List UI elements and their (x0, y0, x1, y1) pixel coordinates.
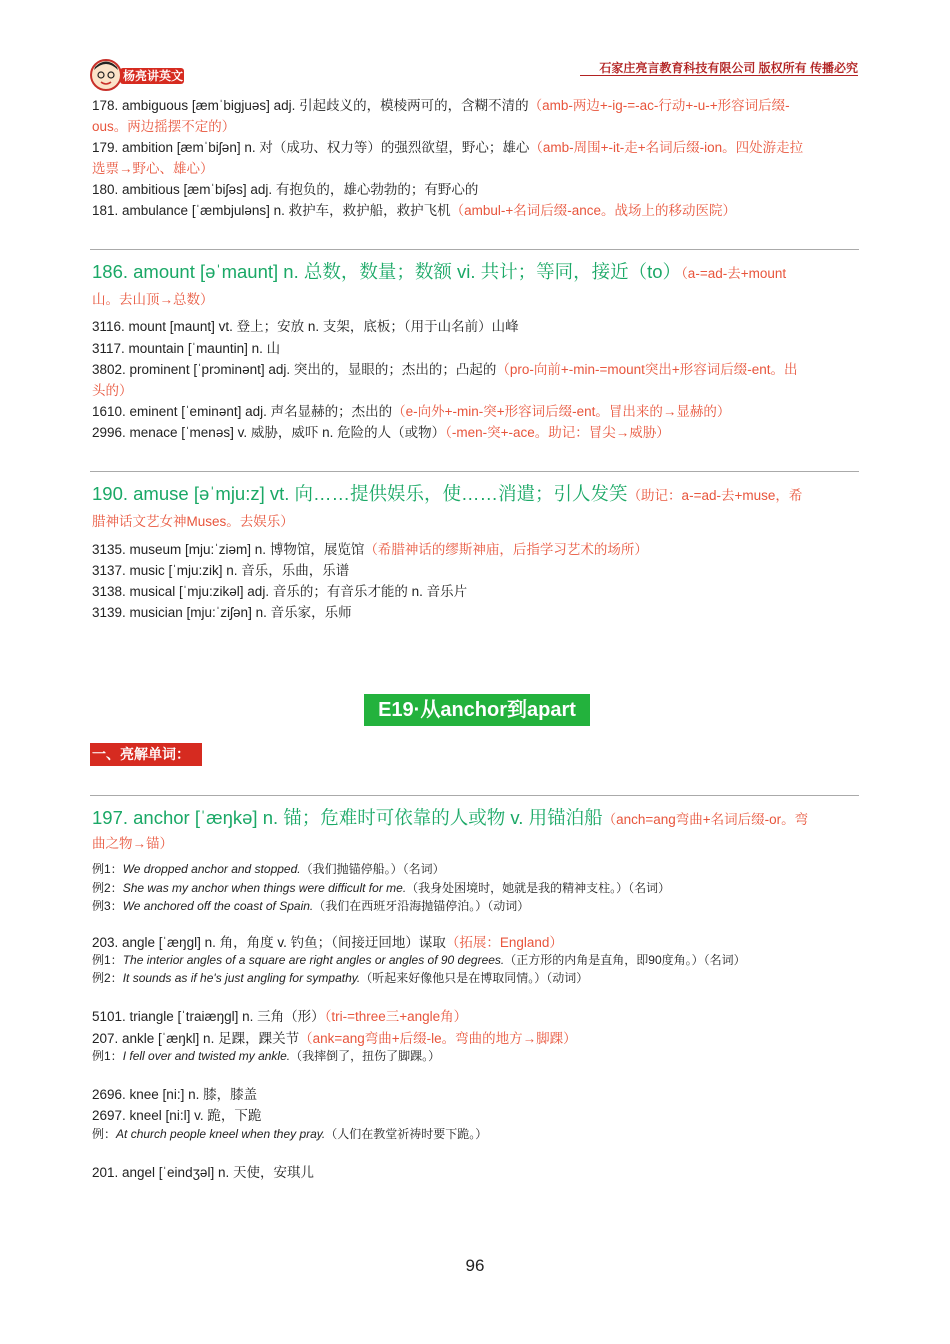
heading-anchor-note-cont: 曲之物→锚） (92, 836, 173, 851)
entry-music: 3137. music [ˈmju:zik] n. 音乐，乐曲，乐谱 (92, 563, 350, 578)
divider (90, 471, 859, 472)
brand-logo (90, 58, 186, 92)
entry-ambitious: 180. ambitious [æmˈbiʃəs] adj. 有抱负的，雄心勃勃的；有野心的 (92, 182, 479, 197)
entry-kneel: 2697. kneel [ni:l] v. 跪，下跪 (92, 1108, 262, 1123)
entry-mount: 3116. mount [maunt] vt. 登上；安放 n. 支架，底板；（用于山名前）山峰 (92, 319, 519, 334)
entry-museum: 3135. museum [mju:ˈziəm] n. 博物馆，展览馆（希腊神话的缪斯神庙，后指学习艺术的场所） (92, 542, 648, 557)
heading-anchor: 197. anchor [ˈæŋkə] n. 锚；危难时可依靠的人或物 v. 用锚泊船（anch=ang弯曲+名词后缀-or。弯 (92, 807, 809, 828)
divider (90, 795, 859, 796)
entry-angel: 201. angel [ˈeindʒəl] n. 天使，安琪儿 (92, 1165, 314, 1180)
header-divider (580, 75, 858, 76)
section-title: E19·从anchor到apart (364, 694, 590, 726)
example-sentence: 例2：She was my anchor when things were difficult for me.（我身处困境时，她就是我的精神支柱。）（名词） (92, 881, 671, 895)
company-notice: 石家庄亮言教育科技有限公司 版权所有 传播必究 (599, 61, 858, 75)
heading-amuse: 190. amuse [əˈmju:z] vt. 向……提供娱乐，使……消遣；引人发笑（助记：a-=ad-去+muse，希 (92, 483, 803, 504)
entry-eminent: 1610. eminent [ˈeminənt] adj. 声名显赫的；杰出的（e-向外+-min-突+形容词后缀-ent。冒出来的→显赫的） (92, 404, 731, 419)
entry-ankle: 207. ankle [ˈæŋkl] n. 足踝，踝关节（ank=ang弯曲+后缀-le。弯曲的地方→脚踝） (92, 1031, 577, 1046)
entry-ambiguous-note-cont: ous。两边摇摆不定的） (92, 119, 236, 134)
heading-amount: 186. amount [əˈmaunt] n. 总数，数量；数额 vi. 共计；等同，接近（to）（a-=ad-去+mount (92, 261, 787, 282)
example-sentence: 例：At church people kneel when they pray.（人们在教堂祈祷时要下跪。） (92, 1127, 488, 1141)
entry-prominent: 3802. prominent [ˈprɔminənt] adj. 突出的，显眼的；杰出的；凸起的（pro-向前+-min-=mount突出+形容词后缀-ent。出 (92, 362, 798, 377)
logo-text: 杨亮讲英文 (123, 69, 184, 83)
entry-prominent-note-cont: 头的） (92, 383, 133, 398)
entry-menace: 2996. menace [ˈmenəs] v. 威胁，威吓 n. 危险的人（或物）（-men-突+-ace。助记：冒尖→威胁） (92, 425, 670, 440)
page-number: 96 (465, 1256, 485, 1275)
heading-amount-note-cont: 山。去山顶→总数） (92, 292, 214, 307)
entry-musician: 3139. musician [mju:ˈziʃən] n. 音乐家，乐师 (92, 605, 352, 620)
subsection-tag: 一、亮解单词： (90, 743, 202, 766)
heading-amuse-note-cont: 腊神话文艺女神Muses。去娱乐） (92, 514, 294, 529)
entry-ambition: 179. ambition [æmˈbiʃən] n. 对（成功、权力等）的强烈欲望，野心；雄心（amb-周围+-it-走+名词后缀-ion。四处游走拉 (92, 140, 804, 155)
entry-musical: 3138. musical [ˈmju:zikəl] adj. 音乐的；有音乐才能的 n. 音乐片 (92, 584, 468, 599)
entry-triangle: 5101. triangle [ˈtraiæŋgl] n. 三角（形）（tri-=three三+angle角） (92, 1009, 468, 1024)
entry-angle: 203. angle [ˈæŋgl] n. 角，角度 v. 钓鱼；（间接迂回地）谋取（拓展：England） (92, 935, 563, 950)
example-sentence: 例3：We anchored off the coast of Spain.（我们在西班牙沿海抛锚停泊。）（动词） (92, 899, 530, 913)
entry-mountain: 3117. mountain [ˈmauntin] n. 山 (92, 341, 281, 356)
divider (90, 249, 859, 250)
example-sentence: 例2：It sounds as if he's just angling for sympathy.（听起来好像他只是在博取同情。）（动词） (92, 971, 589, 985)
example-sentence: 例1：I fell over and twisted my ankle.（我摔倒了，扭伤了脚踝。） (92, 1049, 441, 1063)
entry-ambulance: 181. ambulance [ˈæmbjuləns] n. 救护车，救护船，救护飞机（ambul-+名词后缀-ance。战场上的移动医院） (92, 203, 737, 218)
example-sentence: 例1：The interior angles of a square are right angles or angles of 90 degrees.（正方形的内角是直角，即90度角。）（名词） (92, 953, 746, 967)
entry-ambition-note-cont: 选票→野心、雄心） (92, 161, 214, 176)
entry-ambiguous: 178. ambiguous [æmˈbigjuəs] adj. 引起歧义的，模棱两可的，含糊不清的（amb-两边+-ig-=-ac-行动+-u-+形容词后缀- (92, 98, 790, 113)
entry-knee: 2696. knee [ni:] n. 膝，膝盖 (92, 1087, 258, 1102)
example-sentence: 例1：We dropped anchor and stopped.（我们抛锚停船。）（名词） (92, 862, 445, 876)
